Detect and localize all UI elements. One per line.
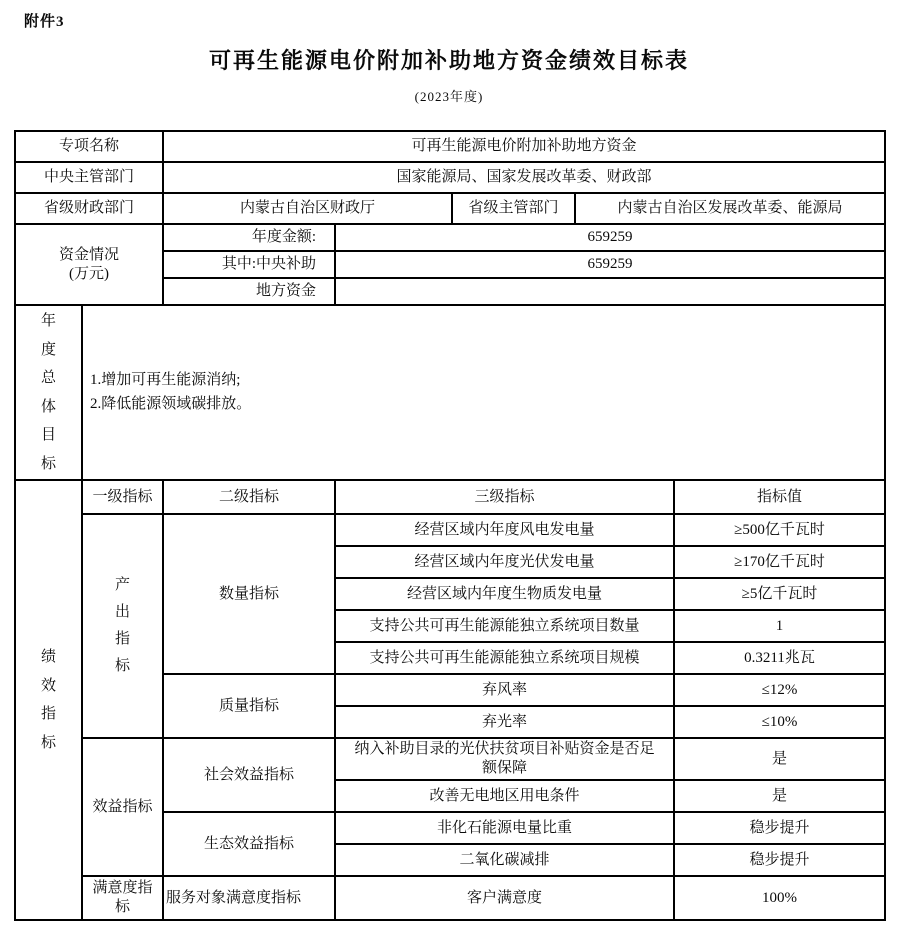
level1-output-label [82,514,163,738]
annual-goal-line2: 2.降低能源领域碳排放。 [90,395,252,412]
page-title: 可再生能源电价附加补助地方资金绩效目标表 [208,48,689,73]
performance-side-label [15,480,82,920]
level2-quality-label: 质量指标 [163,674,335,738]
indicator-value: 100% [674,876,885,920]
indicator-value: 1 [674,610,885,642]
provincial-finance-value: 内蒙古自治区财政厅 [163,193,452,224]
funding-label-line1: 资金情况 [59,246,120,263]
provincial-dept-value: 内蒙古自治区发展改革委、能源局 [575,193,885,224]
central-dept-label: 中央主管部门 [15,162,163,193]
page-subtitle: (2023年度) [414,89,484,104]
central-dept-value: 国家能源局、国家发展改革委、财政部 [163,162,885,193]
performance-target-table [14,130,886,921]
performance-side-label-text: 绩效指标 [41,649,57,751]
project-name-label: 专项名称 [15,131,163,162]
project-name-row [15,131,885,162]
indicator-value: 稳步提升 [674,812,885,844]
level1-output-label-text: 产出指标 [115,577,131,674]
level2-eco-label: 生态效益指标 [163,812,335,876]
central-dept-row [15,162,885,193]
annual-goal-content [82,305,885,480]
indicator-row [15,514,885,546]
indicator-header-row [15,480,885,514]
indicator-name: 弃光率 [335,706,674,738]
indicator-value: 是 [674,738,885,780]
project-name-value: 可再生能源电价附加补助地方资金 [163,131,885,162]
indicator-row [15,738,885,780]
provincial-finance-label: 省级财政部门 [15,193,163,224]
annual-amount-label: 年度金额: [163,224,335,251]
funding-annual-row [15,224,885,251]
indicator-value: ≥5亿千瓦时 [674,578,885,610]
indicator-value: ≥170亿千瓦时 [674,546,885,578]
level2-social-label: 社会效益指标 [163,738,335,812]
indicator-value: ≥500亿千瓦时 [674,514,885,546]
indicator-name: 弃风率 [335,674,674,706]
indicator-row [15,876,885,920]
indicator-name: 非化石能源电量比重 [335,812,674,844]
indicator-name: 二氧化碳减排 [335,844,674,876]
indicator-name: 支持公共可再生能源能独立系统项目数量 [335,610,674,642]
annual-amount-value: 659259 [335,224,885,251]
indicator-name: 经营区域内年度风电发电量 [335,514,674,546]
annual-goal-label [15,305,82,480]
indicator-value: ≤10% [674,706,885,738]
indicator-name: 改善无电地区用电条件 [335,780,674,812]
level2-quantity-label: 数量指标 [163,514,335,674]
indicator-name: 纳入补助目录的光伏扶贫项目补贴资金是否足额保障 [335,738,674,780]
header-level1: 一级指标 [82,480,163,514]
indicator-name: 经营区域内年度生物质发电量 [335,578,674,610]
central-subsidy-value: 659259 [335,251,885,278]
annual-goal-row [15,305,885,480]
indicator-value: 稳步提升 [674,844,885,876]
funding-label [15,224,163,305]
level1-benefit-label: 效益指标 [82,738,163,876]
annual-goal-line1: 1.增加可再生能源消纳; [90,372,241,389]
indicator-name: 经营区域内年度光伏发电量 [335,546,674,578]
provincial-dept-label: 省级主管部门 [452,193,575,224]
indicator-name: 客户满意度 [335,876,674,920]
attachment-label: 附件3 [24,14,65,30]
provincial-dept-row [15,193,885,224]
level1-satisfaction-label: 满意度指标 [82,876,163,920]
header-level2: 二级指标 [163,480,335,514]
indicator-value: 0.3211兆瓦 [674,642,885,674]
funding-label-line2: (万元) [69,265,109,282]
document-header [0,0,898,105]
indicator-value: ≤12% [674,674,885,706]
indicator-value: 是 [674,780,885,812]
central-subsidy-label: 其中:中央补助 [163,251,335,278]
header-value: 指标值 [674,480,885,514]
local-fund-label: 地方资金 [163,278,335,305]
local-fund-value [335,278,885,305]
level2-service-label: 服务对象满意度指标 [163,876,335,920]
header-level3: 三级指标 [335,480,674,514]
annual-goal-label-text: 年度总体目标 [41,313,57,472]
indicator-name: 支持公共可再生能源能独立系统项目规模 [335,642,674,674]
